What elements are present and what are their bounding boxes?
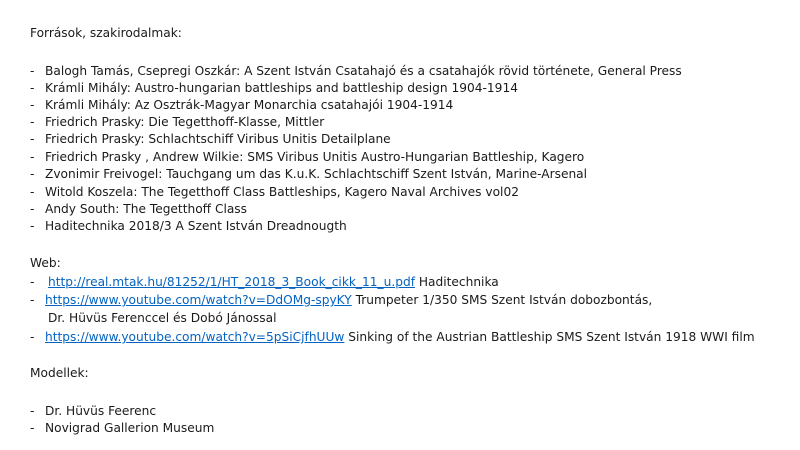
bullet-dash: -: [30, 167, 35, 181]
bullet-dash: -: [30, 421, 35, 435]
bullet-dash: -: [30, 330, 35, 344]
bullet-dash: -: [30, 64, 35, 78]
web-item: [30, 329, 755, 345]
bullet-dash: -: [30, 150, 35, 164]
source-item: [30, 201, 247, 217]
source-text: Haditechnika 2018/3 A Szent István Dreadnougth: [45, 219, 347, 233]
source-text: Friedrich Prasky , Andrew Wilkie: SMS Viribus Unitis Austro-Hungarian Battleship, Kagero: [45, 150, 585, 164]
source-text: Zvonimir Freivogel: Tauchgang um das K.u.K. Schlachtschiff Szent István, Marine-Arsenal: [45, 167, 588, 181]
bullet-dash: -: [30, 219, 35, 233]
bullet-dash: -: [30, 98, 35, 112]
source-text: Witold Koszela: The Tegetthoff Class Battleships, Kagero Naval Archives vol02: [45, 185, 519, 199]
source-text: Andy South: The Tegetthoff Class: [45, 202, 248, 216]
bullet-dash: -: [30, 81, 35, 95]
web-link-desc-continued: Dr. Hüvüs Ferenccel és Dobó Jánossal: [48, 311, 277, 325]
source-item: [30, 184, 519, 200]
bullet-dash: -: [30, 275, 35, 289]
models-heading: Modellek:: [30, 366, 89, 380]
source-text: Balogh Tamás, Csepregi Oszkár: A Szent István Csatahajó és a csatahajók rövid története, General Press: [45, 64, 682, 78]
bullet-dash: -: [30, 185, 35, 199]
source-text: Friedrich Prasky: Die Tegetthoff-Klasse, Mittler: [45, 115, 325, 129]
bullet-dash: -: [30, 115, 35, 129]
source-item: [30, 63, 682, 79]
source-text: Friedrich Prasky: Schlachtschiff Viribus Unitis Detailplane: [45, 132, 391, 146]
source-item: [30, 114, 324, 130]
model-text: Novigrad Gallerion Museum: [45, 421, 215, 435]
source-item: [30, 149, 584, 165]
source-text: Krámli Mihály: Austro-hungarian battleships and battleship design 1904-1914: [45, 81, 518, 95]
sources-heading: Források, szakirodalmak:: [30, 26, 182, 40]
bullet-dash: -: [30, 293, 35, 307]
web-link-desc: Trumpeter 1/350 SMS Szent István dobozbontás,: [355, 293, 653, 307]
source-item: [30, 131, 391, 147]
web-link-desc: Haditechnika: [418, 275, 499, 289]
web-item: [30, 274, 499, 290]
web-item: [30, 292, 652, 308]
web-heading: Web:: [30, 256, 61, 270]
web-link[interactable]: https://www.youtube.com/watch?v=5pSiCjfhUUw: [45, 330, 345, 344]
bullet-dash: -: [30, 132, 35, 146]
bullet-dash: -: [30, 404, 35, 418]
model-text: Dr. Hüvüs Feerenc: [45, 404, 157, 418]
web-link-desc: Sinking of the Austrian Battleship SMS Szent István 1918 WWI film: [348, 330, 755, 344]
web-link[interactable]: http://real.mtak.hu/81252/1/HT_2018_3_Book_cikk_11_u.pdf: [48, 275, 415, 289]
model-item: [30, 403, 156, 419]
source-item: [30, 97, 453, 113]
source-item: [30, 218, 347, 234]
source-item: [30, 80, 518, 96]
web-link[interactable]: https://www.youtube.com/watch?v=DdOMg-spyKY: [45, 293, 352, 307]
source-item: [30, 166, 587, 182]
bullet-dash: -: [30, 202, 35, 216]
source-text: Krámli Mihály: Az Osztrák-Magyar Monarchia csatahajói 1904-1914: [45, 98, 454, 112]
model-item: [30, 420, 214, 436]
